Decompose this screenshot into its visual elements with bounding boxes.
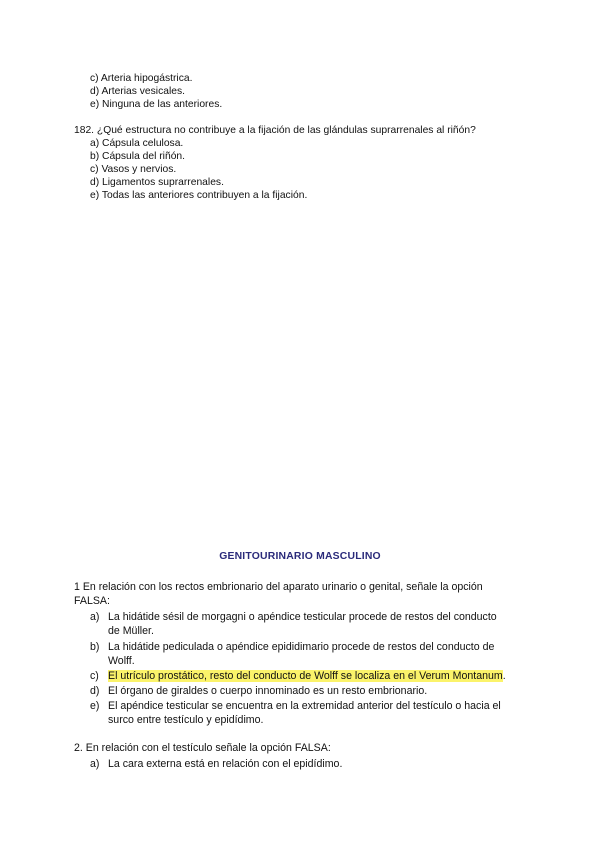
q1-option-c-highlight: El utrículo prostático, resto del conducto de Wolff se localiza en el Verum Montanum	[108, 670, 503, 682]
q2-option-a-line1: La cara externa está en relación con el epidídimo.	[108, 758, 343, 770]
q2-option-a-label: a)	[90, 758, 100, 770]
q182-option-d: d) Ligamentos suprarrenales.	[90, 177, 224, 188]
q1-option-c-line1	[108, 669, 506, 683]
carryover-option-c: c) Arteria hipogástrica.	[90, 73, 193, 84]
q1-option-a-line1: La hidátide sésil de morgagni o apéndice testicular procede de restos del conducto	[108, 611, 497, 623]
q2-stem: 2. En relación con el testículo señale la opción FALSA:	[74, 742, 331, 754]
carryover-option-d: d) Arterias vesicales.	[90, 86, 185, 97]
section-title: GENITOURINARIO MASCULINO	[219, 551, 381, 562]
q182-stem: 182. ¿Qué estructura no contribuye a la fijación de las glándulas suprarrenales al riñón?	[74, 125, 476, 136]
q1-option-b-label: b)	[90, 641, 100, 653]
q1-option-c-label: c)	[90, 670, 99, 682]
q1-option-a-label: a)	[90, 611, 100, 623]
q1-option-b-line2: Wolff.	[108, 655, 135, 667]
q1-option-e-line2: surco entre testículo y epidídimo.	[108, 714, 264, 726]
q182-option-e: e) Todas las anteriores contribuyen a la fijación.	[90, 190, 308, 201]
q1-option-e-line1: El apéndice testicular se encuentra en la extremidad anterior del testículo o hacia el	[108, 700, 501, 712]
q1-option-b-line1: La hidátide pediculada o apéndice epididimario procede de restos del conducto de	[108, 641, 495, 653]
q1-option-d-line1: El órgano de giraldes o cuerpo innominado es un resto embrionario.	[108, 685, 428, 697]
q182-option-b: b) Cápsula del riñón.	[90, 151, 186, 162]
q1-option-c-tail: .	[502, 670, 506, 682]
q1-stem-line2: FALSA:	[74, 595, 110, 607]
q1-stem-line1: 1 En relación con los rectos embrionario del aparato urinario o genital, señale la opción	[74, 581, 483, 593]
q1-option-e-label: e)	[90, 700, 100, 712]
q182-option-c: c) Vasos y nervios.	[90, 164, 177, 175]
q1-option-a-line2: de Müller.	[108, 625, 154, 637]
carryover-option-e: e) Ninguna de las anteriores.	[90, 99, 223, 110]
q1-option-d-label: d)	[90, 685, 100, 697]
q182-option-a: a) Cápsula celulosa.	[90, 138, 184, 149]
